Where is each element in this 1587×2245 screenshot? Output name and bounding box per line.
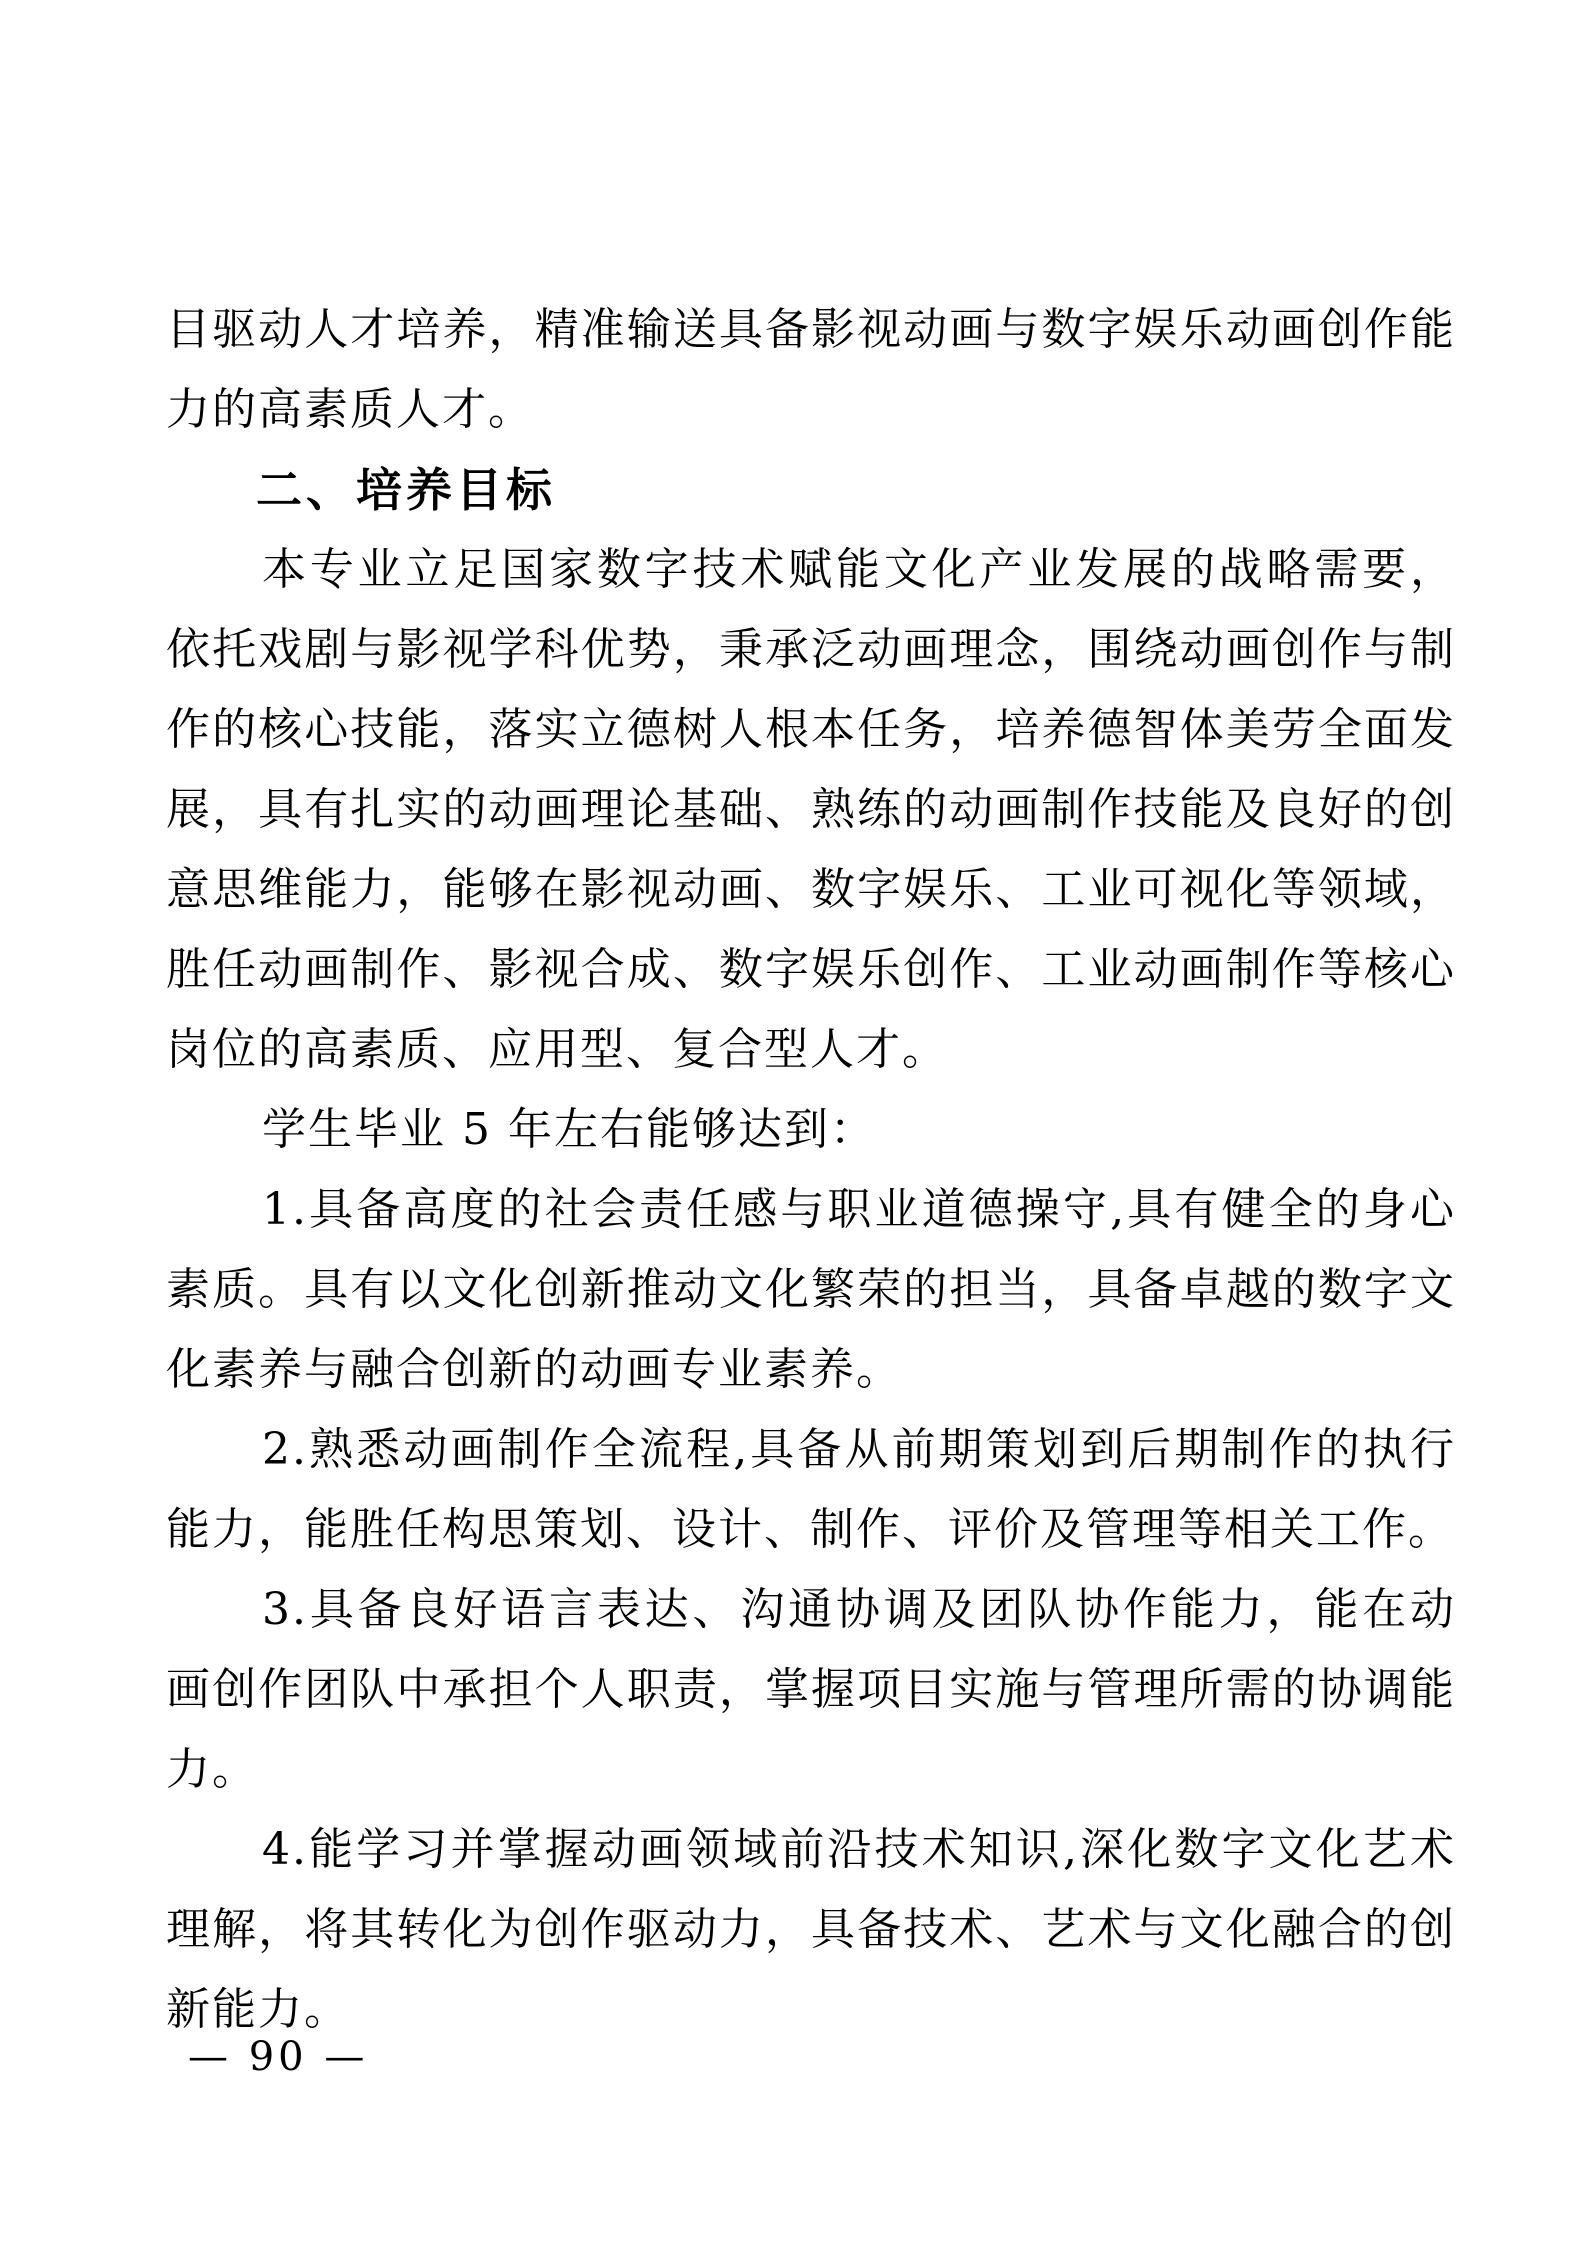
page-body-text (166, 290, 1456, 2050)
section-heading-training-objectives: 二、培养目标 (256, 463, 556, 517)
paragraph-objective-4: 4.能学习并掌握动画领域前沿技术知识,深化数字文化艺术理解，将其转化为创作驱动力，具备技术、艺术与文化融合的创新能力。 (166, 1824, 1456, 2035)
page-number: — 90 — (188, 2034, 369, 2080)
paragraph-continuation: 目驱动人才培养，精准输送具备影视动画与数字娱乐动画创作能力的高素质人才。 (166, 304, 1456, 435)
paragraph-objective-2: 2.熟悉动画制作全流程,具备从前期策划到后期制作的执行能力，能胜任构思策划、设计、制作、评价及管理等相关工作。 (166, 1424, 1456, 1555)
paragraph-objective-3: 3.具备良好语言表达、沟通协调及团队协作能力，能在动画创作团队中承担个人职责，掌握项目实施与管理所需的协调能力。 (166, 1584, 1456, 1795)
paragraph-training-objectives: 本专业立足国家数字技术赋能文化产业发展的战略需要，依托戏剧与影视学科优势，秉承泛动画理念，围绕动画创作与制作的核心技能，落实立德树人根本任务，培养德智体美劳全面发展，具有扎实的动画理论基础、熟练的动画制作技能及良好的创意思维能力，能够在影视动画、数字娱乐、工业可视化等领域，胜任动画制作、影视合成、数字娱乐创作、工业动画制作等核心岗位的高素质、应用型、复合型人才。 (166, 544, 1456, 1075)
paragraph-graduate-lead: 学生毕业 5 年左右能够达到： (262, 1104, 876, 1155)
paragraph-objective-1: 1.具备高度的社会责任感与职业道德操守,具有健全的身心素质。具有以文化创新推动文化繁荣的担当，具备卓越的数字文化素养与融合创新的动画专业素养。 (166, 1184, 1456, 1395)
